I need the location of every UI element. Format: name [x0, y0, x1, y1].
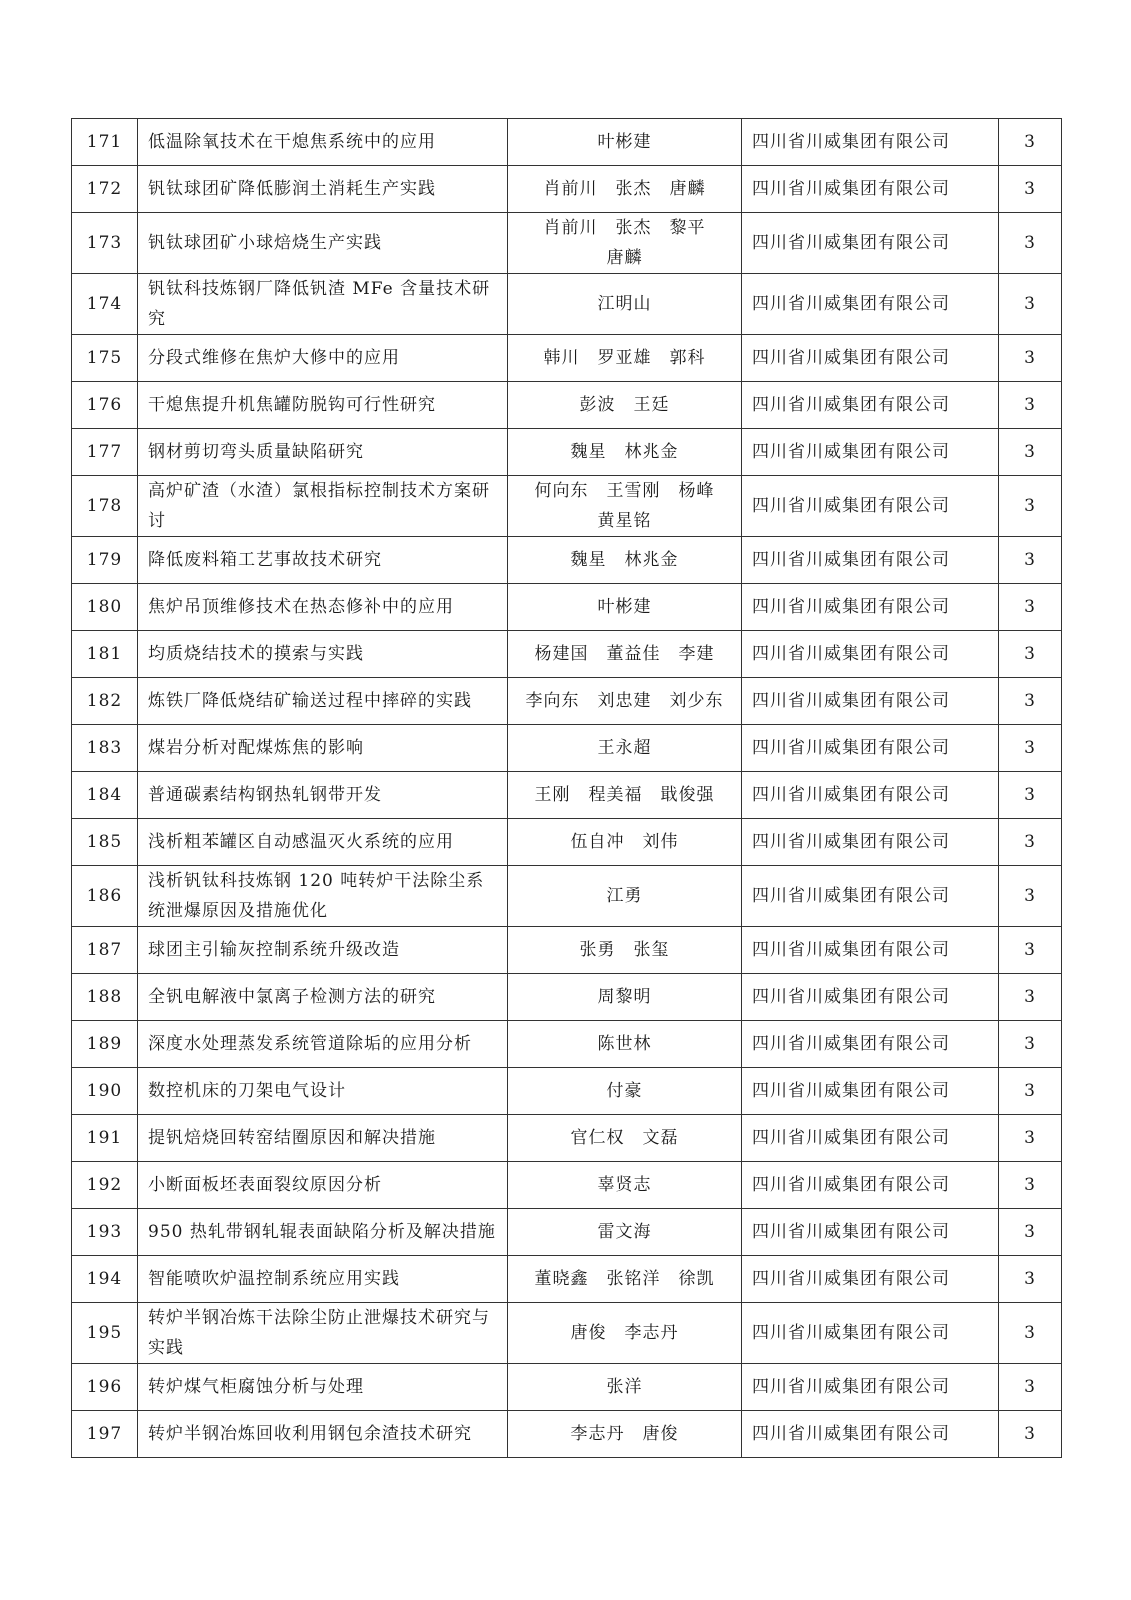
authors-cell: [508, 1068, 742, 1115]
row-number: 192: [72, 1162, 138, 1209]
table-row: [72, 927, 1062, 974]
author-line: 魏星 林兆金: [570, 442, 679, 462]
score: 3: [999, 927, 1062, 974]
table-row: [72, 537, 1062, 584]
table-body: [72, 119, 1062, 1458]
author-line: 李向东 刘忠建 刘少东: [525, 691, 724, 711]
score: 3: [999, 1303, 1062, 1364]
authors-cell: [508, 274, 742, 335]
table-row: [72, 584, 1062, 631]
authors-cell: [508, 725, 742, 772]
organization: 四川省川威集团有限公司: [742, 1162, 999, 1209]
table-row: [72, 1364, 1062, 1411]
row-number: 195: [72, 1303, 138, 1364]
table-row: [72, 1209, 1062, 1256]
organization: 四川省川威集团有限公司: [742, 537, 999, 584]
authors-cell: [508, 382, 742, 429]
author-line: 王永超: [597, 738, 652, 758]
paper-title: 钒钛科技炼钢厂降低钒渣 MFe 含量技术研究: [138, 274, 508, 335]
paper-title: 分段式维修在焦炉大修中的应用: [138, 335, 508, 382]
paper-title: 均质烧结技术的摸索与实践: [138, 631, 508, 678]
organization: 四川省川威集团有限公司: [742, 274, 999, 335]
author-line: 韩川 罗亚雄 郭科: [543, 348, 706, 368]
organization: 四川省川威集团有限公司: [742, 213, 999, 274]
paper-title: 焦炉吊顶维修技术在热态修补中的应用: [138, 584, 508, 631]
row-number: 176: [72, 382, 138, 429]
row-number: 171: [72, 119, 138, 166]
paper-title: 全钒电解液中氯离子检测方法的研究: [138, 974, 508, 1021]
authors-cell: [508, 866, 742, 927]
row-number: 196: [72, 1364, 138, 1411]
score: 3: [999, 819, 1062, 866]
organization: 四川省川威集团有限公司: [742, 1411, 999, 1458]
score: 3: [999, 1256, 1062, 1303]
organization: 四川省川威集团有限公司: [742, 772, 999, 819]
author-line: 何向东 王雪刚 杨峰: [534, 481, 715, 501]
score: 3: [999, 537, 1062, 584]
organization: 四川省川威集团有限公司: [742, 927, 999, 974]
row-number: 178: [72, 476, 138, 537]
author-line: 杨建国 董益佳 李建: [534, 644, 715, 664]
authors-cell: [508, 1256, 742, 1303]
author-line: 肖前川 张杰 唐麟: [543, 179, 706, 199]
score: 3: [999, 678, 1062, 725]
score: 3: [999, 335, 1062, 382]
author-line: 官仁权 文磊: [570, 1128, 679, 1148]
organization: 四川省川威集团有限公司: [742, 335, 999, 382]
authors-cell: [508, 1411, 742, 1458]
paper-title: 转炉煤气柜腐蚀分析与处理: [138, 1364, 508, 1411]
row-number: 177: [72, 429, 138, 476]
organization: 四川省川威集团有限公司: [742, 166, 999, 213]
row-number: 186: [72, 866, 138, 927]
authors-cell: [508, 335, 742, 382]
paper-title: 深度水处理蒸发系统管道除垢的应用分析: [138, 1021, 508, 1068]
row-number: 180: [72, 584, 138, 631]
row-number: 190: [72, 1068, 138, 1115]
row-number: 185: [72, 819, 138, 866]
score: 3: [999, 866, 1062, 927]
paper-title: 浅析粗苯罐区自动感温灭火系统的应用: [138, 819, 508, 866]
paper-title: 煤岩分析对配煤炼焦的影响: [138, 725, 508, 772]
paper-title: 钒钛球团矿小球焙烧生产实践: [138, 213, 508, 274]
author-line: 周黎明: [597, 987, 652, 1007]
table-row: [72, 1411, 1062, 1458]
score: 3: [999, 382, 1062, 429]
author-line: 王刚 程美福 戢俊强: [534, 785, 715, 805]
score: 3: [999, 1162, 1062, 1209]
row-number: 173: [72, 213, 138, 274]
paper-title: 普通碳素结构钢热轧钢带开发: [138, 772, 508, 819]
organization: 四川省川威集团有限公司: [742, 1303, 999, 1364]
organization: 四川省川威集团有限公司: [742, 1021, 999, 1068]
authors-cell: [508, 974, 742, 1021]
paper-title: 低温除氧技术在干熄焦系统中的应用: [138, 119, 508, 166]
authors-cell: [508, 537, 742, 584]
row-number: 193: [72, 1209, 138, 1256]
score: 3: [999, 1115, 1062, 1162]
table-row: [72, 429, 1062, 476]
table-row: [72, 772, 1062, 819]
row-number: 175: [72, 335, 138, 382]
author-line: 张勇 张玺: [579, 940, 670, 960]
table-row: [72, 274, 1062, 335]
table-row: [72, 335, 1062, 382]
author-line: 叶彬建: [597, 132, 652, 152]
score: 3: [999, 725, 1062, 772]
paper-title: 钢材剪切弯头质量缺陷研究: [138, 429, 508, 476]
organization: 四川省川威集团有限公司: [742, 1364, 999, 1411]
score: 3: [999, 274, 1062, 335]
score: 3: [999, 476, 1062, 537]
organization: 四川省川威集团有限公司: [742, 119, 999, 166]
organization: 四川省川威集团有限公司: [742, 725, 999, 772]
table-row: [72, 1068, 1062, 1115]
row-number: 188: [72, 974, 138, 1021]
score: 3: [999, 119, 1062, 166]
paper-title: 950 热轧带钢轧辊表面缺陷分析及解决措施: [138, 1209, 508, 1256]
table-row: [72, 119, 1062, 166]
table-row: [72, 1256, 1062, 1303]
authors-cell: [508, 1303, 742, 1364]
row-number: 183: [72, 725, 138, 772]
authors-cell: [508, 166, 742, 213]
author-line: 江明山: [597, 294, 652, 314]
authors-cell: [508, 927, 742, 974]
authors-cell: [508, 1162, 742, 1209]
authors-cell: [508, 772, 742, 819]
table-row: [72, 631, 1062, 678]
authors-cell: [508, 476, 742, 537]
row-number: 191: [72, 1115, 138, 1162]
row-number: 174: [72, 274, 138, 335]
score: 3: [999, 1209, 1062, 1256]
score: 3: [999, 974, 1062, 1021]
paper-title: 降低废料箱工艺事故技术研究: [138, 537, 508, 584]
score: 3: [999, 1068, 1062, 1115]
table-row: [72, 213, 1062, 274]
organization: 四川省川威集团有限公司: [742, 819, 999, 866]
paper-title: 浅析钒钛科技炼钢 120 吨转炉干法除尘系统泄爆原因及措施优化: [138, 866, 508, 927]
paper-title: 转炉半钢冶炼干法除尘防止泄爆技术研究与实践: [138, 1303, 508, 1364]
author-line: 黄星铭: [597, 511, 652, 531]
row-number: 194: [72, 1256, 138, 1303]
author-line: 辜贤志: [597, 1175, 652, 1195]
author-line: 董晓鑫 张铭洋 徐凯: [534, 1269, 715, 1289]
organization: 四川省川威集团有限公司: [742, 1256, 999, 1303]
organization: 四川省川威集团有限公司: [742, 584, 999, 631]
author-line: 雷文海: [597, 1222, 652, 1242]
score: 3: [999, 631, 1062, 678]
table-row: [72, 1021, 1062, 1068]
paper-title: 提钒焙烧回转窑结圈原因和解决措施: [138, 1115, 508, 1162]
author-line: 江勇: [606, 886, 643, 906]
organization: 四川省川威集团有限公司: [742, 1068, 999, 1115]
authors-cell: [508, 631, 742, 678]
author-line: 陈世林: [597, 1034, 652, 1054]
paper-title: 高炉矿渣（水渣）氯根指标控制技术方案研讨: [138, 476, 508, 537]
row-number: 184: [72, 772, 138, 819]
organization: 四川省川威集团有限公司: [742, 1115, 999, 1162]
paper-title: 干熄焦提升机焦罐防脱钩可行性研究: [138, 382, 508, 429]
organization: 四川省川威集团有限公司: [742, 974, 999, 1021]
table-row: [72, 866, 1062, 927]
authors-cell: [508, 119, 742, 166]
row-number: 189: [72, 1021, 138, 1068]
paper-title: 钒钛球团矿降低膨润土消耗生产实践: [138, 166, 508, 213]
authors-cell: [508, 429, 742, 476]
score: 3: [999, 584, 1062, 631]
author-line: 彭波 王廷: [579, 395, 670, 415]
paper-title: 炼铁厂降低烧结矿输送过程中摔碎的实践: [138, 678, 508, 725]
authors-cell: [508, 584, 742, 631]
author-line: 唐俊 李志丹: [570, 1323, 679, 1343]
paper-title: 转炉半钢冶炼回收利用钢包余渣技术研究: [138, 1411, 508, 1458]
score: 3: [999, 429, 1062, 476]
score: 3: [999, 772, 1062, 819]
row-number: 187: [72, 927, 138, 974]
organization: 四川省川威集团有限公司: [742, 631, 999, 678]
table-row: [72, 974, 1062, 1021]
organization: 四川省川威集团有限公司: [742, 678, 999, 725]
author-line: 叶彬建: [597, 597, 652, 617]
authors-cell: [508, 819, 742, 866]
paper-title: 球团主引输灰控制系统升级改造: [138, 927, 508, 974]
organization: 四川省川威集团有限公司: [742, 476, 999, 537]
row-number: 172: [72, 166, 138, 213]
score: 3: [999, 1411, 1062, 1458]
score: 3: [999, 213, 1062, 274]
author-line: 李志丹 唐俊: [570, 1424, 679, 1444]
score: 3: [999, 1364, 1062, 1411]
row-number: 197: [72, 1411, 138, 1458]
author-line: 唐麟: [606, 248, 643, 268]
authors-cell: [508, 213, 742, 274]
table-row: [72, 166, 1062, 213]
score: 3: [999, 1021, 1062, 1068]
table-row: [72, 1115, 1062, 1162]
row-number: 179: [72, 537, 138, 584]
table-row: [72, 819, 1062, 866]
organization: 四川省川威集团有限公司: [742, 866, 999, 927]
score: 3: [999, 166, 1062, 213]
row-number: 182: [72, 678, 138, 725]
authors-cell: [508, 1021, 742, 1068]
row-number: 181: [72, 631, 138, 678]
author-line: 魏星 林兆金: [570, 550, 679, 570]
author-line: 肖前川 张杰 黎平: [543, 218, 706, 238]
authors-cell: [508, 1115, 742, 1162]
authors-cell: [508, 678, 742, 725]
authors-cell: [508, 1364, 742, 1411]
table-row: [72, 1162, 1062, 1209]
award-table: [71, 118, 1062, 1458]
table-row: [72, 382, 1062, 429]
organization: 四川省川威集团有限公司: [742, 429, 999, 476]
table-row: [72, 725, 1062, 772]
table-row: [72, 476, 1062, 537]
author-line: 伍自冲 刘伟: [570, 832, 679, 852]
author-line: 张洋: [606, 1377, 643, 1397]
organization: 四川省川威集团有限公司: [742, 1209, 999, 1256]
paper-title: 数控机床的刀架电气设计: [138, 1068, 508, 1115]
table-row: [72, 678, 1062, 725]
table-row: [72, 1303, 1062, 1364]
paper-title: 智能喷吹炉温控制系统应用实践: [138, 1256, 508, 1303]
paper-title: 小断面板坯表面裂纹原因分析: [138, 1162, 508, 1209]
author-line: 付豪: [606, 1081, 643, 1101]
authors-cell: [508, 1209, 742, 1256]
organization: 四川省川威集团有限公司: [742, 382, 999, 429]
